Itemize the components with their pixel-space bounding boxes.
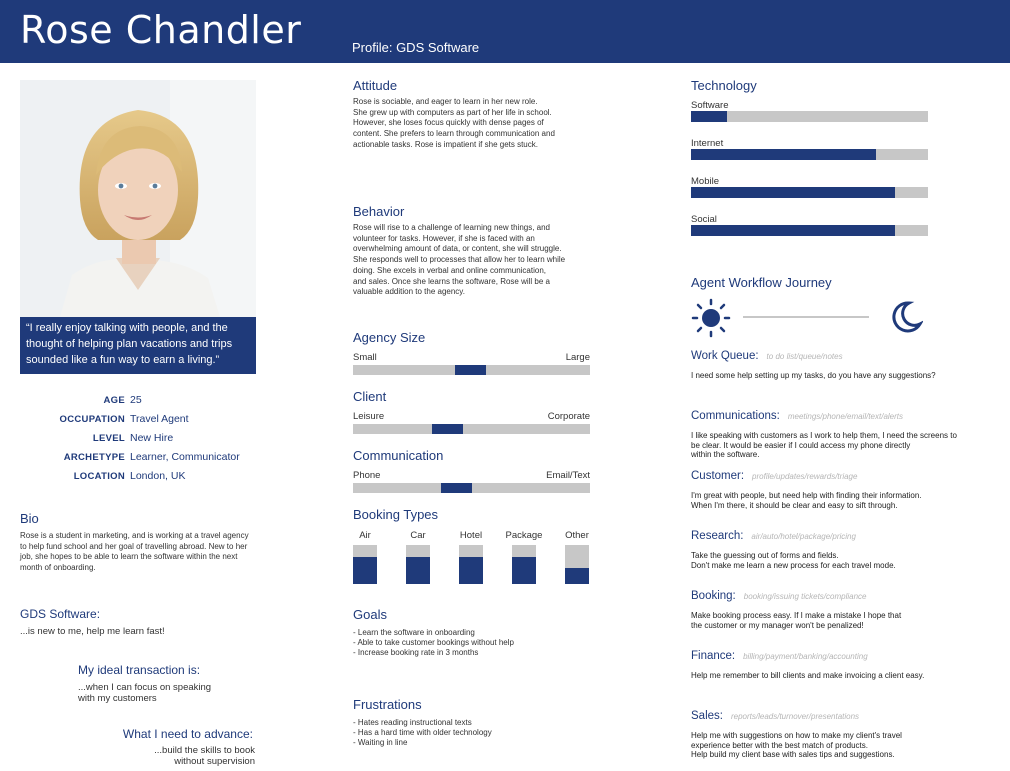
attitude-heading: Attitude — [353, 78, 398, 93]
behavior-line: valuable addition to the agency. — [353, 287, 465, 297]
booking-types-chart — [353, 530, 593, 590]
stage-title: Sales: — [691, 710, 723, 722]
ideal-text-1: ...when I can focus on speaking — [78, 682, 212, 693]
tech-track — [691, 187, 928, 198]
goal-item: - Able to take customer bookings without help — [353, 637, 514, 647]
tech-fill — [691, 149, 876, 160]
demographic-value: Travel Agent — [130, 413, 189, 425]
stage-text — [691, 431, 971, 460]
demographic-value: 25 — [130, 394, 142, 406]
stage-subtitle: to do list/queue/notes — [766, 352, 843, 361]
scale-left-label: Leisure — [353, 411, 385, 422]
stage-text — [691, 551, 971, 570]
journey-timeline — [691, 298, 931, 338]
demographic-key: LEVEL — [92, 433, 125, 444]
persona-photo — [20, 80, 256, 317]
attitude-line: However, she loses focus quickly with dense pages of — [353, 118, 544, 128]
workflow-stage-customer — [691, 470, 857, 482]
frustration-item: - Hates reading instructional texts — [353, 718, 472, 727]
goal-item: - Learn the software in onboarding — [353, 628, 475, 637]
journey-line — [743, 316, 869, 318]
stage-line: be clear. It would be easier if I could access my phone directly — [691, 440, 911, 450]
bio-heading: Bio — [20, 511, 39, 526]
stage-title: Work Queue: — [691, 350, 759, 362]
demographic-row — [20, 468, 256, 487]
attitude-line: actionable tasks. Rose is impatient if she gets stuck. — [353, 139, 538, 149]
tech-fill — [691, 225, 895, 236]
gds-heading: GDS Software: — [20, 607, 101, 621]
attitude-line: content. She prefers to learn through communication and — [353, 129, 555, 139]
stage-text — [691, 611, 971, 630]
stage-line: experience better with the best match of products. — [691, 740, 868, 750]
behavior-line: Rose will rise to a challenge of learning new things, and — [353, 223, 551, 232]
ideal-text-2: with my customers — [78, 693, 157, 704]
stage-line: When I'm there, it should be clear and easy to sift through. — [691, 500, 898, 510]
scale-right-label: Email/Text — [546, 470, 590, 481]
tech-label: Social — [691, 214, 717, 225]
stage-line: Don't make me learn a new process for each travel mode. — [691, 560, 896, 570]
stage-line: Take the guessing out of forms and fields. — [691, 551, 839, 560]
stage-line: Make booking process easy. If I make a mistake I hope that — [691, 611, 902, 620]
client-scale — [353, 411, 590, 434]
stage-text — [691, 731, 971, 760]
frustrations-list — [353, 718, 593, 747]
demographics-list — [20, 392, 256, 487]
demographic-row — [20, 449, 256, 468]
goal-item: - Increase booking rate in 3 months — [353, 647, 479, 657]
scale-left-label: Small — [353, 352, 377, 363]
behavior-line: doing. She excels in verbal and online communication, — [353, 265, 547, 275]
agency-size-scale — [353, 352, 590, 375]
header-banner — [0, 0, 1010, 63]
stage-line: within the software. — [691, 450, 760, 459]
stage-line: I'm great with people, but need help with finding their information. — [691, 491, 922, 500]
client-heading: Client — [353, 389, 387, 404]
scale-marker — [441, 483, 472, 493]
tech-internet — [691, 138, 928, 160]
gds-text: ...is new to me, help me learn fast! — [20, 626, 165, 637]
stage-title: Research: — [691, 530, 744, 542]
tech-label: Software — [691, 100, 729, 111]
workflow-stage-communications — [691, 410, 903, 422]
demographic-key: ARCHETYPE — [63, 452, 125, 463]
stage-line: Help me remember to bill clients and make invoicing a client easy. — [691, 671, 925, 680]
booking-type-fill — [406, 557, 430, 584]
scale-labels — [353, 470, 590, 483]
scale-labels — [353, 411, 590, 424]
booking-type-fill — [512, 557, 536, 584]
booking-type-label: Other — [565, 530, 589, 541]
advance-heading: What I need to advance: — [122, 727, 253, 741]
stage-title: Finance: — [691, 650, 736, 662]
demographic-row — [20, 411, 256, 430]
stage-title: Customer: — [691, 470, 745, 482]
demographic-row — [20, 392, 256, 411]
booking-type-label: Package — [505, 530, 543, 541]
attitude-text — [353, 97, 613, 151]
advance-text-2: without supervision — [174, 756, 255, 767]
goals-heading: Goals — [353, 607, 387, 622]
bio-text: Rose is a student in marketing, and is working at a travel agency to help fund school and her goal of travelling abroad. New to her job, she hopes to be able to learn the software within the next month of onboarding. — [20, 531, 249, 573]
goals-list — [353, 628, 593, 657]
scale-marker — [455, 365, 486, 375]
behavior-line: overwhelming amount of data, or content, she will struggle. — [353, 244, 562, 254]
profile-subtitle: Profile: GDS Software — [352, 40, 480, 55]
scale-right-label: Corporate — [547, 411, 590, 422]
workflow-stage-finance — [691, 650, 868, 662]
attitude-line: She grew up with computers as part of her life in school. — [353, 107, 552, 117]
behavior-line: volunteer for tasks. However, if she is faced with an — [353, 233, 535, 243]
attitude-line: Rose is sociable, and eager to learn in her new role. — [353, 97, 538, 106]
demographic-value: Learner, Communicator — [130, 451, 240, 463]
scale-track — [353, 483, 590, 493]
technology-heading: Technology — [691, 78, 757, 93]
stage-text — [691, 371, 971, 381]
stage-subtitle: profile/updates/rewards/triage — [752, 472, 858, 481]
booking-type-label: Air — [359, 530, 371, 541]
workflow-stage-sales — [691, 710, 859, 722]
demographic-row — [20, 430, 256, 449]
workflow-stage-research — [691, 530, 856, 542]
behavior-line: She responds well to processes that allow her to learn while — [353, 255, 566, 265]
demographic-key: AGE — [103, 395, 125, 406]
tech-track — [691, 149, 928, 160]
stage-subtitle: booking/issuing tickets/compliance — [743, 592, 867, 601]
tech-fill — [691, 187, 895, 198]
sun-icon — [691, 298, 731, 338]
advance-text-1: ...build the skills to book — [154, 745, 255, 756]
demographic-value: New Hire — [130, 432, 174, 444]
tech-social — [691, 214, 928, 236]
booking-type-fill — [565, 568, 589, 584]
stage-line: the customer or my manager won't be penalized! — [691, 620, 864, 630]
booking-type-label: Hotel — [459, 530, 483, 541]
communication-scale — [353, 470, 590, 493]
workflow-stage-booking — [691, 590, 867, 602]
stage-text — [691, 671, 971, 681]
stage-line: Help me with suggestions on how to make my client's travel — [691, 731, 902, 740]
stage-subtitle: reports/leads/turnover/presentations — [730, 712, 860, 721]
tech-mobile — [691, 176, 928, 198]
stage-subtitle: billing/payment/banking/accounting — [743, 652, 868, 661]
frustration-item: - Has a hard time with older technology — [353, 727, 492, 737]
demographic-key: OCCUPATION — [59, 414, 125, 425]
scale-labels — [353, 352, 590, 365]
booking-type-label: Car — [410, 530, 426, 541]
scale-marker — [432, 424, 463, 434]
scale-track — [353, 424, 590, 434]
tech-label: Mobile — [691, 176, 719, 187]
persona-quote: “I really enjoy talking with people, and the thought of helping plan vacations and trips sounded like a fun way to earn a living.” — [20, 317, 256, 374]
ideal-heading: My ideal transaction is: — [78, 663, 201, 677]
booking-type-fill — [459, 557, 483, 584]
tech-track — [691, 225, 928, 236]
scale-right-label: Large — [565, 352, 590, 363]
stage-title: Communications: — [691, 410, 780, 422]
stage-subtitle: meetings/phone/email/text/alerts — [787, 412, 904, 421]
workflow-stage-work-queue — [691, 350, 843, 362]
communication-heading: Communication — [353, 448, 444, 463]
scale-left-label: Phone — [353, 470, 381, 481]
tech-fill — [691, 111, 727, 122]
demographic-value: London, UK — [130, 470, 186, 482]
behavior-line: and sales. Once she learns the software, Rose will be a — [353, 276, 550, 286]
persona-name: Rose Chandler — [20, 8, 302, 52]
stage-text — [691, 491, 971, 510]
booking-type-fill — [353, 557, 377, 584]
agency-size-heading: Agency Size — [353, 330, 426, 345]
stage-title: Booking: — [691, 590, 736, 602]
stage-subtitle: air/auto/hotel/package/pricing — [751, 532, 856, 541]
journey-heading: Agent Workflow Journey — [691, 275, 832, 290]
stage-line: Help build my client base with sales tips and suggestions. — [691, 750, 895, 759]
moon-icon — [889, 300, 923, 334]
booking-types-heading: Booking Types — [353, 507, 439, 522]
stage-line: I need some help setting up my tasks, do you have any suggestions? — [691, 371, 936, 380]
behavior-text — [353, 223, 613, 298]
demographic-key: LOCATION — [73, 471, 125, 482]
tech-track — [691, 111, 928, 122]
behavior-heading: Behavior — [353, 204, 405, 219]
tech-label: Internet — [691, 138, 724, 149]
tech-software — [691, 100, 928, 122]
stage-line: I like speaking with customers as I work to help them, I need the screens to — [691, 431, 957, 440]
frustration-item: - Waiting in line — [353, 737, 408, 747]
scale-track — [353, 365, 590, 375]
frustrations-heading: Frustrations — [353, 697, 422, 712]
